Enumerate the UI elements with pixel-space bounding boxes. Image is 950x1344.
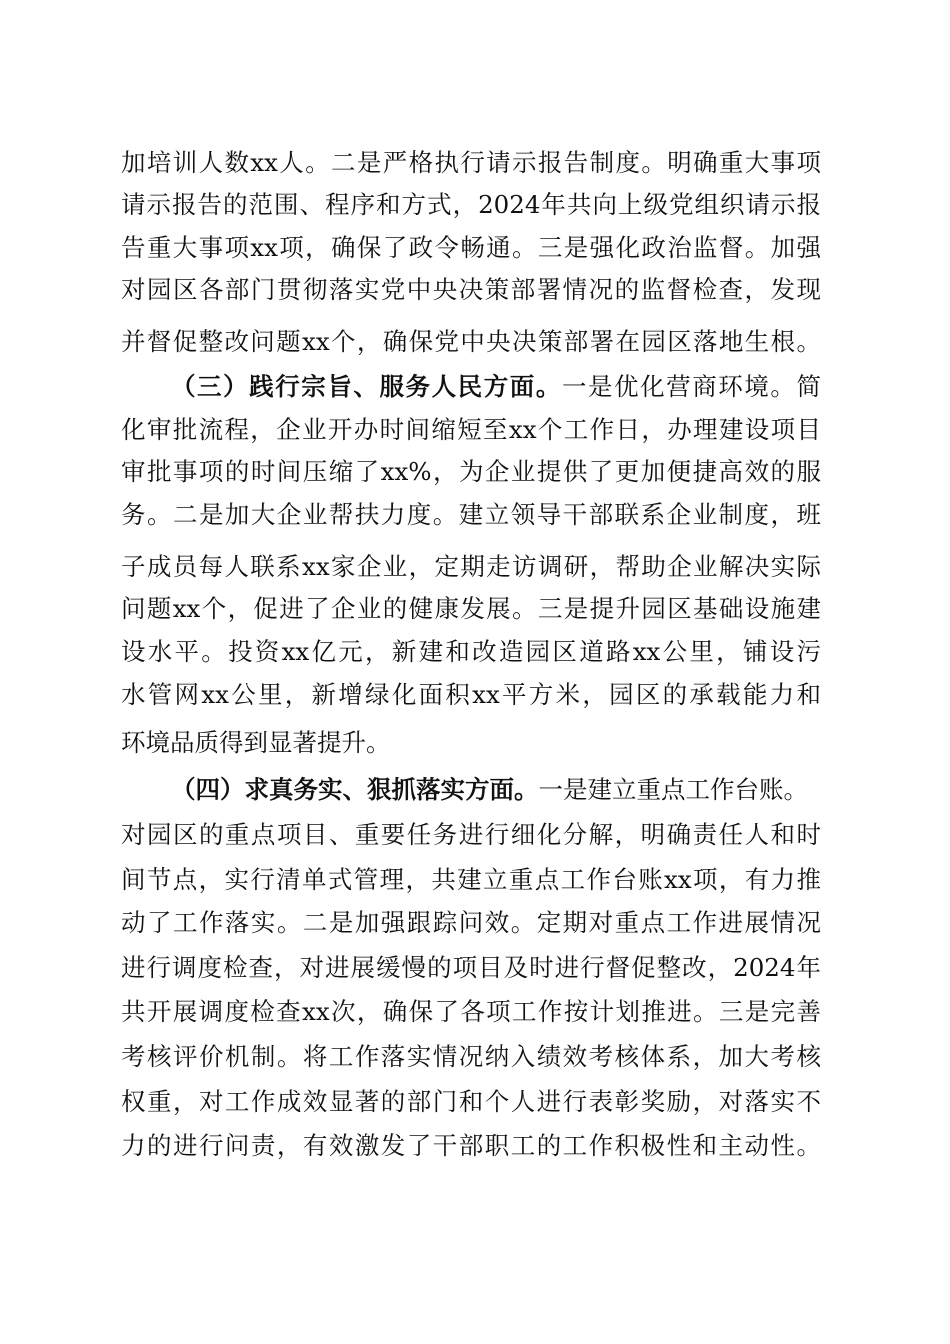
text-line: 问题xx个，促进了企业的健康发展。三是提升园区基础设施建: [121, 594, 821, 623]
text-line: 子成员每人联系xx家企业，定期走访调研，帮助企业解决实际: [121, 552, 821, 581]
text-line: 化审批流程，企业开办时间缩短至xx个工作日，办理建设项目: [121, 415, 821, 444]
text-run: 一是建立重点工作台账。: [538, 775, 808, 804]
text-line: 水管网xx公里，新增绿化面积xx平方米，园区的承载能力和: [121, 680, 821, 709]
section-heading: （四）求真务实、狠抓落实方面。: [171, 775, 539, 804]
text-line: 对园区的重点项目、重要任务进行细化分解，明确责任人和时: [121, 820, 821, 849]
section-heading: （三）践行宗旨、服务人民方面。: [171, 372, 562, 401]
section-first-line: [171, 770, 853, 810]
section-first-line: [171, 367, 821, 407]
text-run: 一是优化营商环境。简: [561, 372, 821, 401]
text-line: 设水平。投资xx亿元，新建和改造园区道路xx公里，铺设污: [121, 637, 821, 666]
text-line: 审批事项的时间压缩了xx%，为企业提供了更加便捷高效的服: [121, 457, 821, 486]
text-line: 权重，对工作成效显著的部门和个人进行表彰奖励，对落实不: [121, 1087, 821, 1116]
text-line: 考核评价机制。将工作落实情况纳入绩效考核体系，加大考核: [121, 1042, 821, 1071]
text-line: 进行调度检查，对进展缓慢的项目及时进行督促整改，2024年: [121, 953, 821, 982]
text-line: 务。二是加大企业帮扶力度。建立领导干部联系企业制度，班: [121, 500, 821, 529]
text-line: 对园区各部门贯彻落实党中央决策部署情况的监督检查，发现: [121, 275, 821, 304]
text-line: 共开展调度检查xx次，确保了各项工作按计划推进。三是完善: [121, 997, 821, 1026]
text-line: 告重大事项xx项，确保了政令畅通。三是强化政治监督。加强: [121, 233, 821, 262]
text-line: 环境品质得到显著提升。: [121, 728, 391, 757]
text-line: 间节点，实行清单式管理，共建立重点工作台账xx项，有力推: [121, 865, 821, 894]
text-line: 力的进行问责，有效激发了干部职工的工作积极性和主动性。: [121, 1131, 821, 1160]
text-line: 请示报告的范围、程序和方式，2024年共向上级党组织请示报: [121, 190, 821, 219]
text-line: 并督促整改问题xx个，确保党中央决策部署在园区落地生根。: [121, 327, 821, 356]
text-line: 动了工作落实。二是加强跟踪问效。定期对重点工作进展情况: [121, 908, 821, 937]
text-line: 加培训人数xx人。二是严格执行请示报告制度。明确重大事项: [121, 148, 821, 177]
